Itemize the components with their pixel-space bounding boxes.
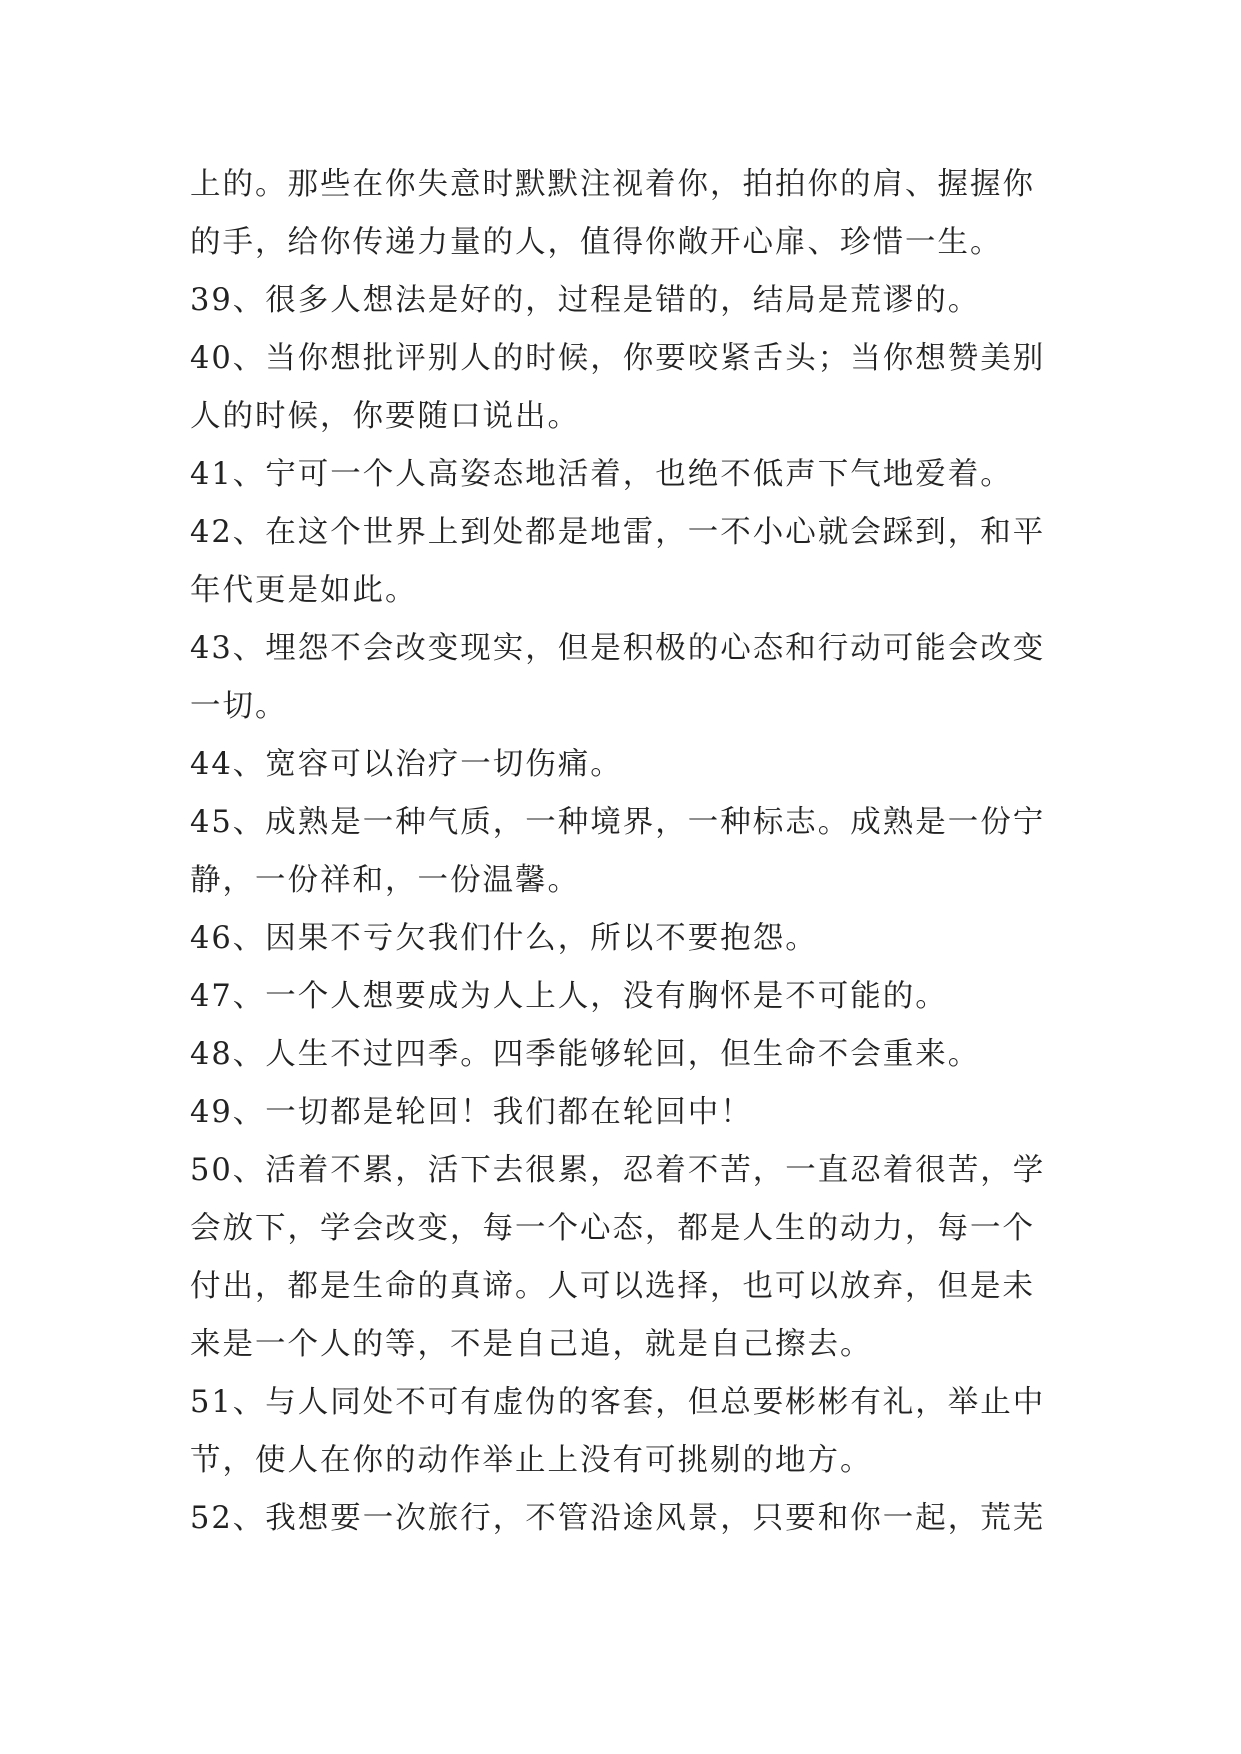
- text-line: 会放下，学会改变，每一个心态，都是人生的动力，每一个: [190, 1211, 1035, 1246]
- text-line: 46、因果不亏欠我们什么，所以不要抱怨。: [190, 921, 818, 956]
- text-line: 节，使人在你的动作举止上没有可挑剔的地方。: [190, 1443, 873, 1478]
- text-line: 40、当你想批评别人的时候，你要咬紧舌头；当你想赞美别: [190, 341, 1046, 376]
- text-line: 付出，都是生命的真谛。人可以选择，也可以放弃，但是未: [190, 1269, 1035, 1304]
- text-line: 47、一个人想要成为人上人，没有胸怀是不可能的。: [190, 979, 948, 1014]
- text-line: 来是一个人的等，不是自己追，就是自己擦去。: [190, 1327, 873, 1362]
- text-line: 51、与人同处不可有虚伪的客套，但总要彬彬有礼，举止中: [190, 1385, 1046, 1420]
- text-line: 49、一切都是轮回！我们都在轮回中！: [190, 1095, 753, 1130]
- text-line: 41、宁可一个人高姿态地活着，也绝不低声下气地爱着。: [190, 457, 1013, 492]
- text-line: 44、宽容可以治疗一切伤痛。: [190, 747, 623, 782]
- text-line: 50、活着不累，活下去很累，忍着不苦，一直忍着很苦，学: [190, 1153, 1046, 1188]
- text-line: 上的。那些在你失意时默默注视着你，拍拍你的肩、握握你: [190, 167, 1035, 202]
- text-line: 39、很多人想法是好的，过程是错的，结局是荒谬的。: [190, 283, 981, 318]
- text-line: 45、成熟是一种气质，一种境界，一种标志。成熟是一份宁: [190, 805, 1046, 840]
- text-line: 的手，给你传递力量的人，值得你敞开心扉、珍惜一生。: [190, 225, 1003, 260]
- text-line: 52、我想要一次旅行，不管沿途风景，只要和你一起，荒芜: [190, 1501, 1046, 1536]
- text-line: 42、在这个世界上到处都是地雷，一不小心就会踩到，和平: [190, 515, 1046, 550]
- text-line: 静，一份祥和，一份温馨。: [190, 863, 580, 898]
- text-line: 人的时候，你要随口说出。: [190, 399, 580, 434]
- text-line: 43、埋怨不会改变现实，但是积极的心态和行动可能会改变: [190, 631, 1046, 666]
- text-line: 一切。: [190, 689, 288, 724]
- document-body: [190, 156, 1060, 1548]
- text-line: 48、人生不过四季。四季能够轮回，但生命不会重来。: [190, 1037, 981, 1072]
- text-line: 年代更是如此。: [190, 573, 418, 608]
